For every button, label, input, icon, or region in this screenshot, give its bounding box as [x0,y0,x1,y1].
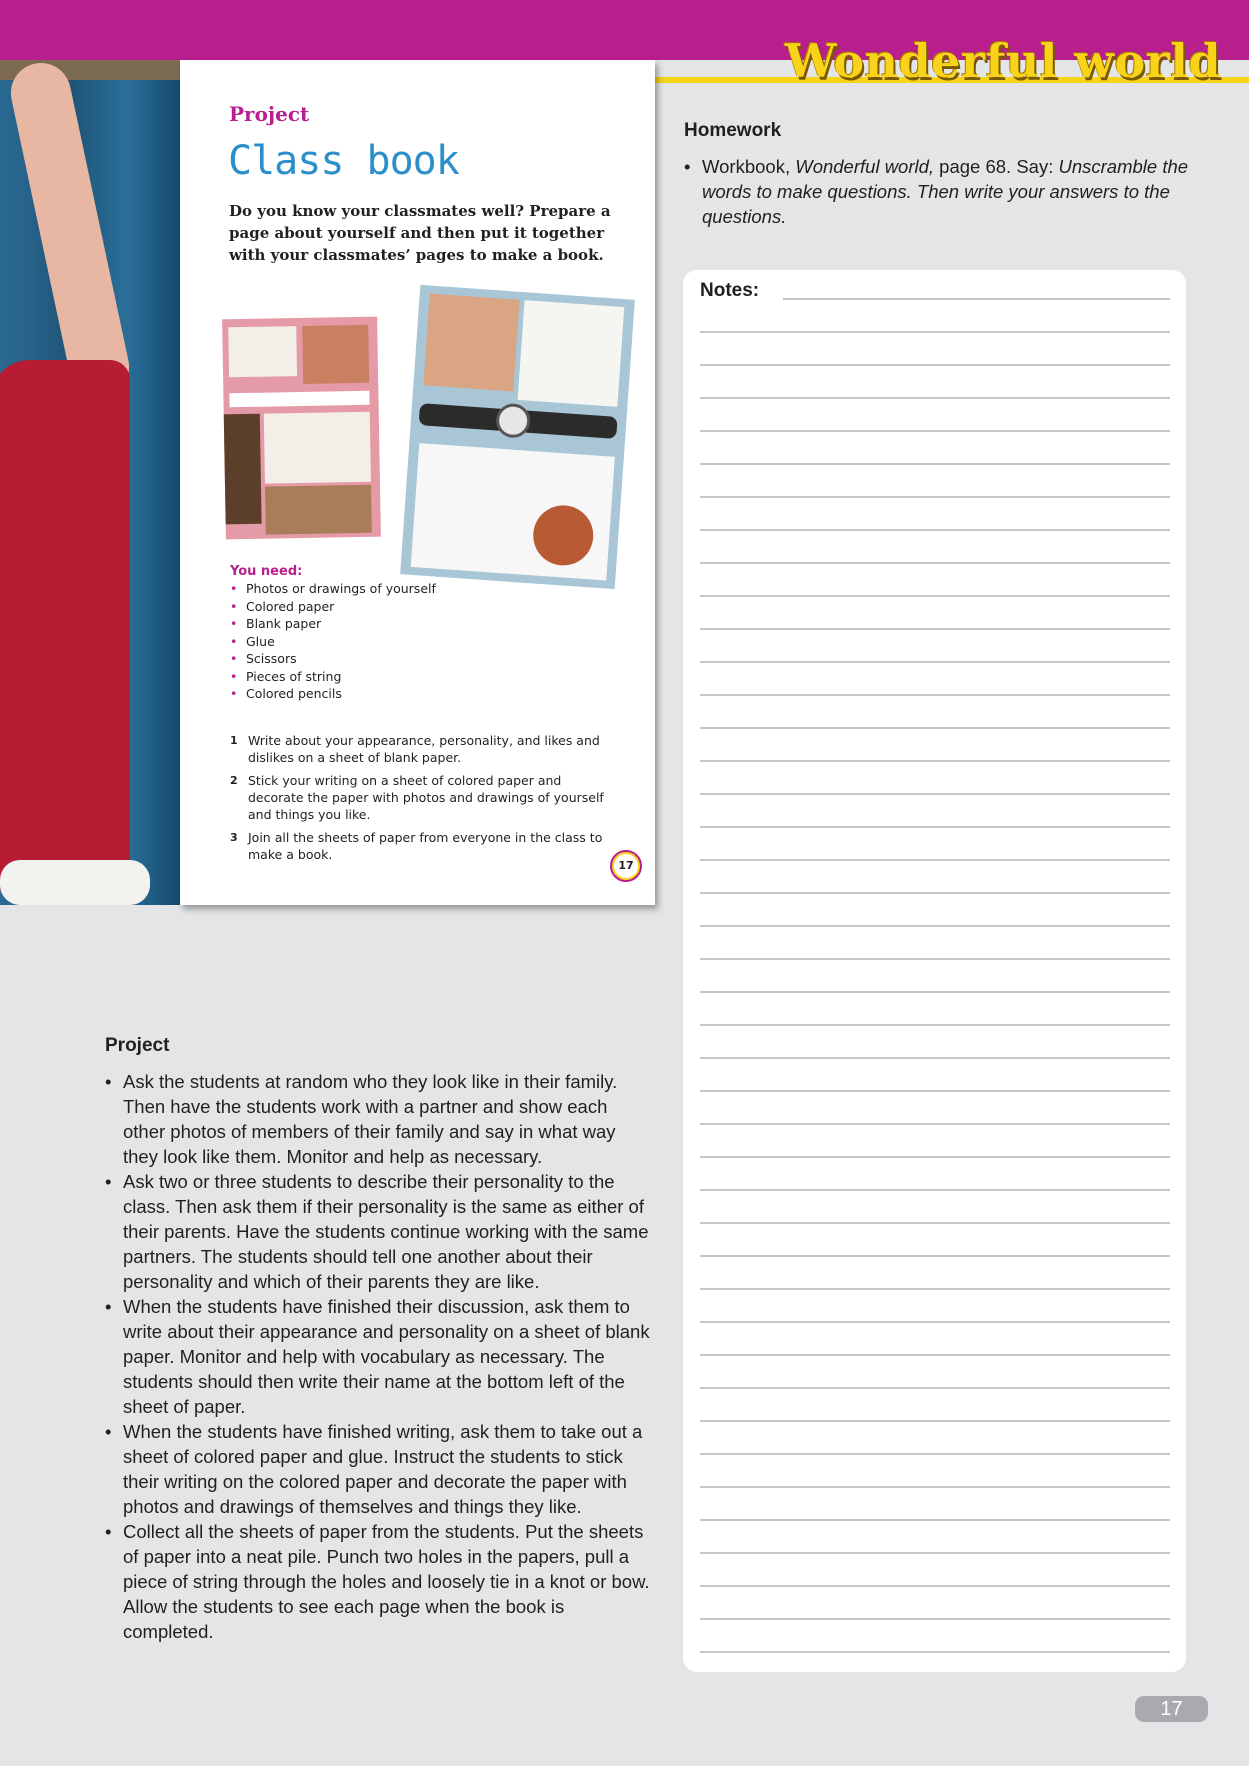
list-item: • Ask the students at random who they look like in their family. Then have the students work with a partner and show each other photos of members of their family and say in what way they look like them. Monitor and help as necessary. [105,1069,650,1169]
step-item: 3 Join all the sheets of paper from everyone in the class to make a book. [230,830,603,862]
example-collage-boy [400,285,635,589]
step-item: 1 Write about your appearance, personality, and likes and dislikes on a sheet of blank paper. [230,733,600,765]
list-item: • When the students have finished their discussion, ask them to write about their appearance and personality on a sheet of blank paper. Monitor and help with vocabulary as necessary. The students should then write their name at the bottom left of the sheet of paper. [105,1294,650,1419]
homework-title: Homework [684,120,782,141]
project-intro: Do you know your classmates well? Prepare a page about yourself and then put it together with your classmates’ pages to make a book. [229,202,611,264]
project-label: Project [229,102,310,126]
list-item: • Photos or drawings of yourself [230,580,436,598]
list-item: • Colored paper [230,598,436,616]
project-list [105,1069,650,1644]
list-item: • Blank paper [230,615,436,633]
list-item: • When the students have finished writing, ask them to take out a sheet of colored paper and glue. Instruct the students to stick their writing on the colored paper and decorate the paper with photos and drawings of themselves and things they like. [105,1419,650,1519]
homework-item: • Workbook, Wonderful world, page 68. Say: Unscramble the words to make questions. Then write your answers to the questions. [684,154,1204,229]
project-steps [230,732,610,869]
page-number: 17 [1135,1696,1208,1722]
unit-title: Wonderful world [784,34,1221,88]
list-item: • Pieces of string [230,668,436,686]
project-title: Project [105,1035,170,1056]
step-item: 2 Stick your writing on a sheet of colored paper and decorate the paper with photos and drawings of yourself and things you like. [230,773,604,822]
notes-box [683,270,1186,1672]
student-book-page [180,60,655,905]
you-need-title: You need: [230,564,303,579]
student-book-page-number: 17 [610,850,642,882]
example-collage-girl [222,317,381,540]
you-need-list [230,580,436,703]
list-item: • Ask two or three students to describe their personality to the class. Then ask them if their personality is the same as either of their parents. Have the students continue working with the same partners. The students should tell one another about their personality and which of their parents they are like. [105,1169,650,1294]
notes-lines [700,270,1170,1672]
child-photo [0,60,180,905]
notes-label: Notes: [700,280,760,301]
list-item: • Collect all the sheets of paper from the students. Put the sheets of paper into a neat pile. Punch two holes in the papers, pull a piece of string through the holes and loosely tie in a knot or bow. Allow the students to see each page when the book is completed. [105,1519,650,1644]
list-item: • Glue [230,633,436,651]
list-item: • Colored pencils [230,685,436,703]
project-section [105,1035,650,1644]
list-item: • Scissors [230,650,436,668]
class-book-title: Class book [228,138,459,184]
homework-section [684,120,1204,229]
